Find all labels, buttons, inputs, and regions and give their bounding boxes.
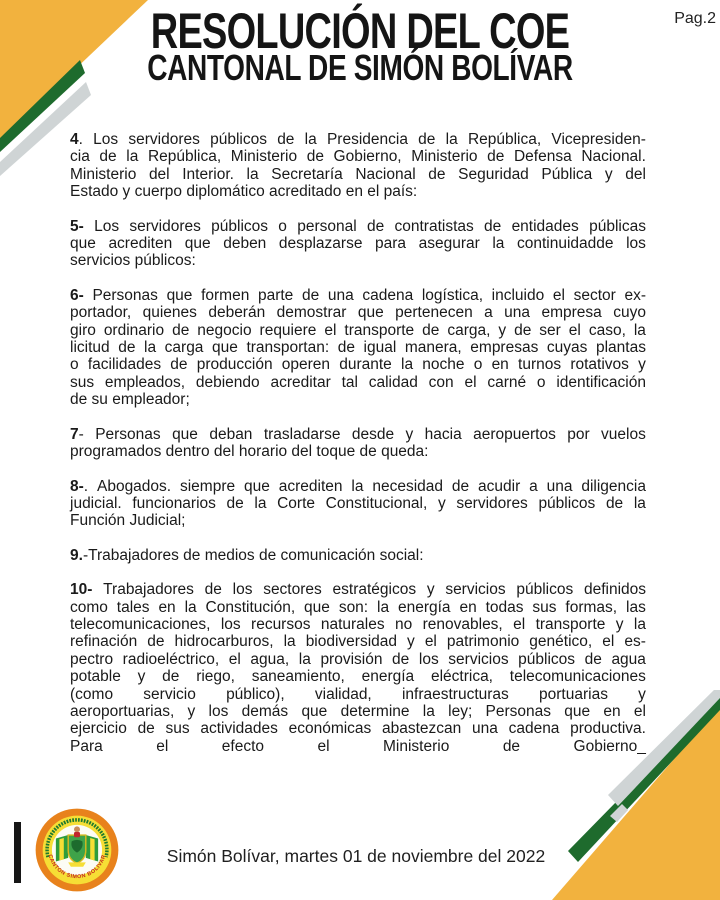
paragraph (70, 547, 646, 564)
paragraph (70, 426, 646, 461)
document-body (70, 131, 646, 772)
paragraph-line: telecomunicaciones, los recursos naturales no renovables, el transporte y la (70, 615, 646, 633)
paragraph-line: judicial. funcionarios de la Corte Constitucional, y servidores públicos de la (70, 494, 646, 512)
paragraph-line: servicios públicos: (70, 252, 196, 270)
seal-bottom-text: CANTON SIMON BOLIVAR (46, 853, 108, 881)
paragraph-line: ejercicio de sus actividades económicas abastezcan una cadena productiva. (70, 720, 646, 738)
page-number: Pag.2 (674, 10, 716, 27)
paragraph-line: o facilidades de producción operen durante la noche o en turnos rotativos y (70, 356, 646, 374)
paragraph-line: como tales en la Constitución, que son: la energía en todas sus formas, las (70, 598, 646, 616)
paragraph-line: portador, quienes deberán demostrar que pertenecen a una empresa cuyo (70, 304, 646, 322)
paragraph (70, 131, 646, 201)
paragraph-line: (como servicio público), vialidad, infraestructuras portuarias y (70, 685, 646, 703)
paragraph (70, 581, 646, 755)
document-title-line2: CANTONAL DE SIMÓN BOLÍVAR (147, 47, 573, 88)
paragraph-line: sus empleados, debiendo acreditar tal calidad con el carné o identificación (70, 373, 646, 391)
paragraph (70, 287, 646, 409)
paragraph-line: 8-. Abogados. siempre que acrediten la necesidad de acudir a una diligencia (70, 477, 646, 495)
paragraph-line: programados dentro del horario del toque de queda: (70, 443, 429, 461)
paragraph-line: de su empleador; (70, 391, 190, 409)
paragraph (70, 478, 646, 530)
paragraph-line: 7- Personas que deban trasladarse desde y hacia aeropuertos por vuelos (70, 425, 646, 443)
paragraph-line: refinación de hidrocarburos, la biodiversidad y el patrimonio genético, el es- (70, 633, 646, 651)
paragraph (70, 218, 646, 270)
paragraph-line: 5- Los servidores públicos o personal de contratistas de entidades públicas (70, 217, 646, 235)
paragraph-line: Ministerio del Interior. la Secretaría Nacional de Seguridad Pública y del (70, 165, 646, 183)
paragraph-line: 9.-Trabajadores de medios de comunicación social: (70, 546, 424, 564)
paragraph-line: 6- Personas que formen parte de una cadena logística, incluido el sector ex- (70, 286, 646, 304)
paragraph-line: pectro radioeléctrico, el agua, la provisión de los servicios públicos de agua (70, 650, 646, 668)
paragraph-line: licitud de la carga que transportan: de igual manera, empresas cuyas plantas (70, 339, 646, 357)
paragraph-line: potable y de riego, saneamiento, energía eléctrica, telecomunicaciones (70, 668, 646, 686)
footer-date: Simón Bolívar, martes 01 de noviembre del 2022 (166, 846, 546, 866)
paragraph-line: Función Judicial; (70, 512, 186, 530)
paragraph-line: cia de la República, Ministerio de Gobierno, Ministerio de Defensa Nacional. (70, 148, 646, 166)
paragraph-line: aeroportuarias, y los demás que determine la ley; Personas que en el (70, 702, 646, 720)
paragraph-line: que acrediten que deben desplazarse para asegurar la continuidadde los (70, 235, 646, 253)
document-title-line1: RESOLUCIÓN DEL COE (150, 3, 570, 59)
paragraph-line: 4. Los servidores públicos de la Presidencia de la República, Vicepresiden- (70, 131, 646, 148)
paragraph-line: 10- Trabajadores de los sectores estratégicos y servicios públicos definidos (70, 581, 646, 599)
paragraph-line: giro ordinario de negocio requiere el transporte de carga, y de ser el caso, la (70, 321, 646, 339)
paragraph-line: Para el efecto el Ministerio de Gobierno_ (70, 737, 646, 755)
paragraph-line: Estado y cuerpo diplomático acreditado en el país: (70, 183, 418, 201)
